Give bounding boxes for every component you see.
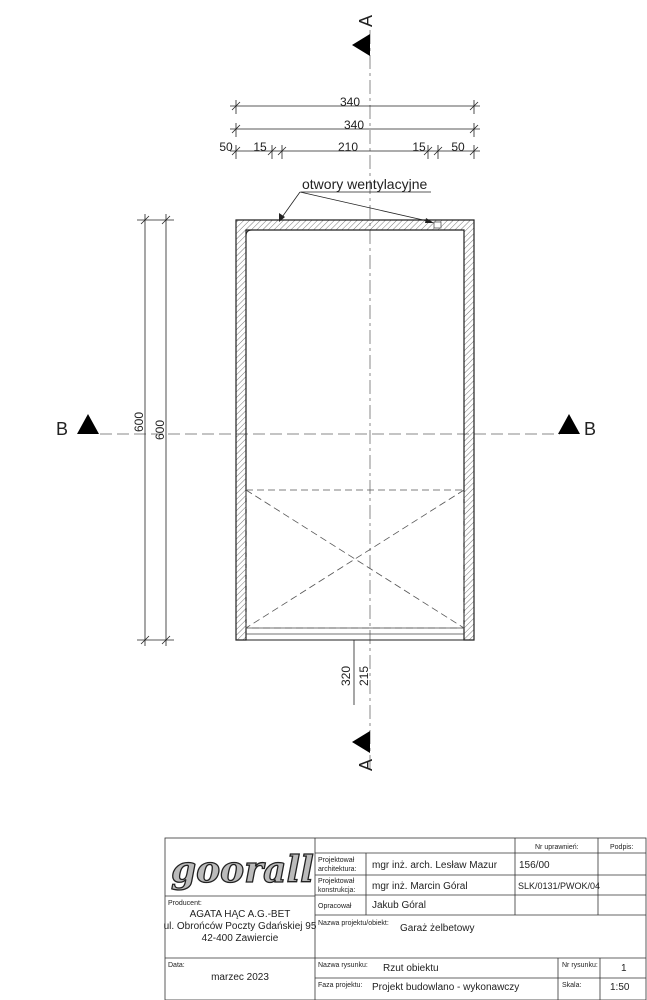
- dim-middle: 210: [337, 140, 359, 154]
- phase-value: Projekt budowlano - wykonawczy: [372, 982, 520, 993]
- garage-door-outline: [246, 490, 464, 628]
- section-a-top-label: A: [356, 14, 376, 28]
- label-nr-uprawnien: Nr uprawnień:: [535, 844, 579, 851]
- label-data: Data:: [168, 962, 185, 969]
- date-value: marzec 2023: [211, 972, 269, 983]
- dim-side-inner: 600: [153, 419, 167, 441]
- project-name: Garaż żelbetowy: [400, 923, 475, 934]
- section-b-right-marker: [558, 414, 580, 434]
- arch-name: mgr inż. arch. Lesław Mazur: [372, 860, 498, 871]
- dim-bottom-a: 320: [339, 665, 353, 687]
- label-skala: Skala:: [562, 982, 582, 989]
- label-nr-rysunku: Nr rysunku:: [562, 962, 598, 969]
- label-opracowal: Opracował: [318, 903, 352, 910]
- garage-walls: [236, 220, 474, 640]
- label-faza-projektu: Faza projektu:: [318, 982, 363, 989]
- drawing-number: 1: [621, 963, 627, 974]
- arch-license: 156/00: [519, 860, 550, 871]
- vent-opening: [434, 222, 441, 228]
- producer-line-2: ul. Obrońców Poczty Gdańskiej 95: [163, 921, 317, 932]
- producer-line-1: AGATA HĄC A.G.-BET: [189, 909, 291, 920]
- section-a-top-marker: [352, 34, 370, 56]
- label-nazwa-projektu: Nazwa projektu/obiekt:: [318, 920, 389, 927]
- producer-line-3: 42-400 Zawiercie: [201, 933, 279, 944]
- vent-annotation: otwory wentylacyjne: [302, 176, 428, 192]
- drawing-name: Rzut obiektu: [383, 963, 439, 974]
- label-podpis: Podpis:: [610, 844, 634, 851]
- dim-left-wall: 50: [219, 140, 233, 154]
- label-projektowal-konst-1: Projektował: [318, 878, 355, 885]
- section-b-left-marker: [77, 414, 99, 434]
- garage-plan: [236, 192, 474, 640]
- label-nazwa-rysunku: Nazwa rysunku:: [318, 962, 368, 969]
- label-projektowal-konst-2: konstrukcja:: [318, 887, 356, 894]
- dim-right-gap: 15: [412, 140, 426, 154]
- scale-value: 1:50: [610, 982, 630, 993]
- section-b-left-label: B: [56, 419, 69, 439]
- dim-bottom-b: 215: [357, 665, 371, 687]
- opracowal-name: Jakub Góral: [372, 900, 426, 911]
- section-a-bottom-marker: [352, 731, 370, 753]
- konst-license: SLK/0131/PWOK/04: [518, 881, 601, 891]
- section-b-right-label: B: [584, 419, 597, 439]
- dim-overall-1: 340: [339, 95, 361, 109]
- logo-text: goorall: [171, 849, 314, 891]
- company-logo: [171, 849, 314, 891]
- dim-side-outer: 600: [132, 411, 146, 433]
- dim-right-wall: 50: [451, 140, 465, 154]
- label-projektowal-arch-2: architektura:: [318, 866, 357, 873]
- konst-name: mgr inż. Marcin Góral: [372, 881, 468, 892]
- section-a-bottom-label: A: [356, 758, 376, 772]
- label-producent: Producent:: [168, 900, 202, 907]
- dim-overall-2: 340: [343, 118, 365, 132]
- label-projektowal-arch-1: Projektował: [318, 857, 355, 864]
- dim-left-gap: 15: [253, 140, 267, 154]
